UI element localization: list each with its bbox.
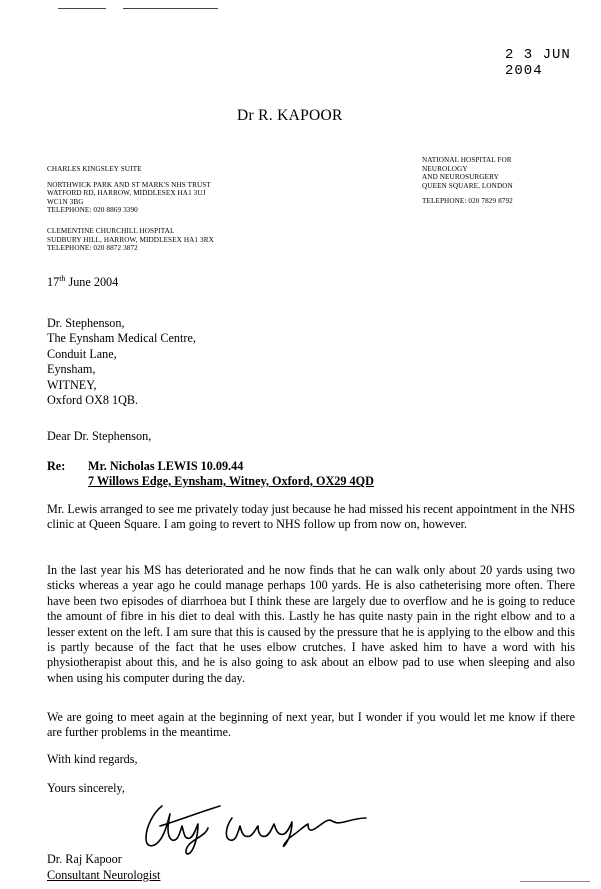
re-patient-address: 7 Willows Edge, Eynsham, Witney, Oxford, OX29 4QD — [88, 474, 374, 488]
recipient-line: Oxford OX8 1QB. — [47, 392, 139, 407]
top-rule-right — [123, 8, 218, 9]
letter-date — [47, 271, 118, 290]
address-line: TELEPHONE: 020 8872 3872 — [47, 244, 138, 253]
closing-regards: With kind regards, — [47, 752, 138, 766]
address-line: NATIONAL HOSPITAL FOR — [422, 156, 512, 164]
recipient-line: The Eynsham Medical Centre, — [47, 331, 196, 346]
re-patient-name: Mr. Nicholas LEWIS 10.09.44 — [88, 459, 244, 473]
address-line — [47, 174, 267, 181]
body-paragraph-2: In the last year his MS has deteriorated and he now finds that he can walk only about 20 yards using two sticks whereas a year ago he could manage perhaps 100 yards. He is also catheterising more often. There have been two episodes of diarrhoea but I think these are largely due to overflow and he is going to reduce the amount of fibre in his diet to deal with this. Lastly he has quite nasty pain in the right elbow and to a lesser extent on the left. I am sure that this is caused by the pressure that he is applying to the elbow and this is partly because of the fact that he uses elbow crutches. I have asked him to have a word with his physiotherapist about this, and he is also going to ask about an elbow pad to use when sleeping and also when using his computer during the day. — [47, 563, 575, 685]
letterhead-doctor-name: Dr R. KAPOOR — [237, 107, 343, 124]
address-line: WATFORD RD, HARROW, MIDDLESEX HA1 3UJ — [47, 189, 206, 198]
left-address-block-1 — [47, 165, 267, 215]
bottom-rule — [520, 881, 590, 882]
date-day: 17 — [47, 275, 60, 290]
signature-name: Dr. Raj Kapoor — [47, 852, 122, 866]
recipient-line: Dr. Stephenson, — [47, 316, 125, 330]
received-date-stamp: 2 3 JUN 2004 — [505, 47, 571, 79]
address-line: NEUROLOGY — [422, 164, 468, 173]
address-line: CHARLES KINGSLEY SUITE — [47, 165, 142, 173]
closing-yours-sincerely: Yours sincerely, — [47, 781, 125, 795]
signature-title: Consultant Neurologist — [47, 868, 161, 882]
signature-image — [140, 796, 370, 856]
address-line: WC1N 3BG — [47, 197, 84, 206]
left-address-block-2 — [47, 227, 267, 253]
right-address-block — [422, 156, 592, 206]
top-rule-left — [58, 8, 106, 9]
address-line: SUDBURY HILL, HARROW, MIDDLESEX HA1 3RX — [47, 235, 214, 244]
date-suffix: th — [59, 274, 66, 283]
body-paragraph-1: Mr. Lewis arranged to see me privately today just because he had missed his recent appointment in the NHS clinic at Queen Square. I am going to revert to NHS follow up from now on, however. — [47, 502, 575, 532]
address-line: AND NEUROSURGERY — [422, 173, 499, 182]
address-line: TELEPHONE: 020 8869 3390 — [47, 206, 138, 215]
address-line: NORTHWICK PARK AND ST MARK'S NHS TRUST — [47, 180, 211, 189]
recipient-address — [47, 316, 196, 408]
body-paragraph-3: We are going to meet again at the beginning of next year, but I wonder if you would let me know if there are further problems in the meantime. — [47, 710, 575, 740]
recipient-line: Eynsham, — [47, 362, 96, 377]
re-label: Re: — [47, 459, 66, 473]
recipient-line: WITNEY, — [47, 377, 97, 392]
recipient-line: Conduit Lane, — [47, 346, 117, 361]
handwritten-signature — [140, 796, 370, 856]
address-line — [422, 190, 592, 197]
salutation: Dear Dr. Stephenson, — [47, 429, 152, 443]
date-rest: June 2004 — [68, 275, 119, 290]
address-line: TELEPHONE: 020 7829 8792 — [422, 197, 513, 206]
address-line: QUEEN SQUARE, LONDON — [422, 181, 513, 190]
address-line: CLEMENTINE CHURCHILL HOSPITAL — [47, 227, 175, 235]
